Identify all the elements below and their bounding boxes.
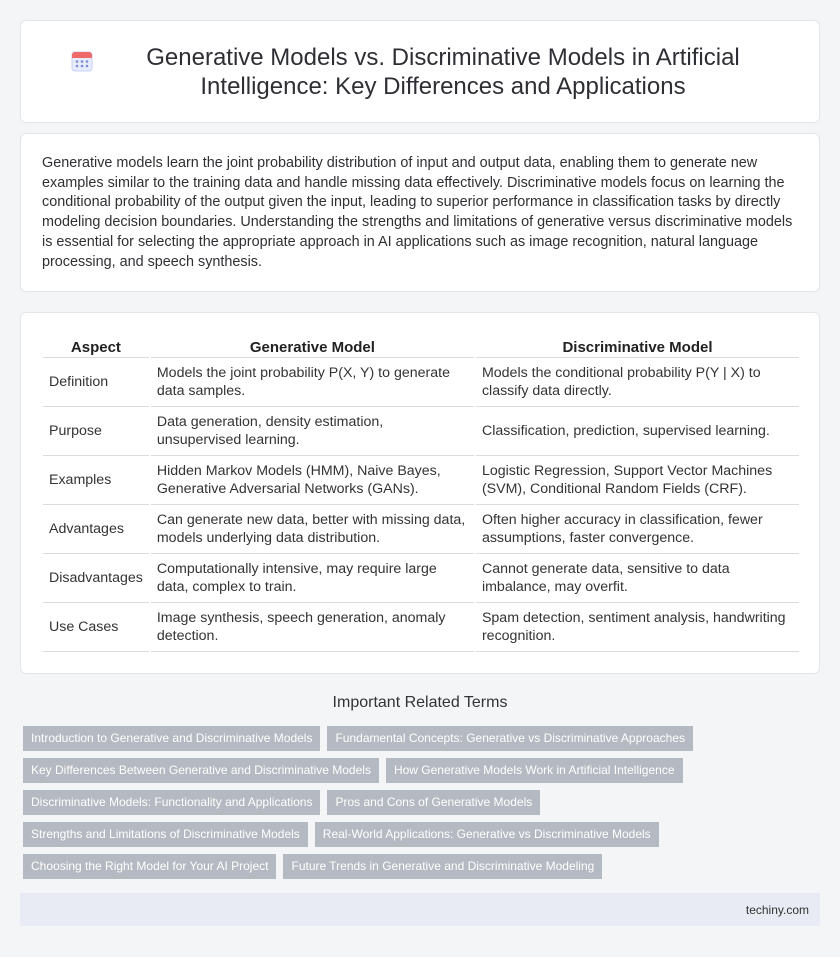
row-aspect: Disadvantages — [43, 554, 149, 603]
title-card — [20, 20, 820, 123]
row-aspect: Use Cases — [43, 603, 149, 652]
related-terms-row — [23, 854, 823, 879]
row-discriminative: Models the conditional probability P(Y | X) to classify data directly. — [476, 358, 799, 407]
related-terms-heading: Important Related Terms — [332, 694, 508, 711]
row-generative: Hidden Markov Models (HMM), Naive Bayes, Generative Adversarial Networks (GANs). — [151, 456, 474, 505]
row-generative: Data generation, density estimation, unsupervised learning. — [151, 407, 474, 456]
table-row — [43, 603, 799, 652]
table-row — [43, 554, 799, 603]
related-terms-row — [23, 726, 823, 751]
row-discriminative: Often higher accuracy in classification, fewer assumptions, faster convergence. — [476, 505, 799, 554]
related-terms-row — [23, 790, 823, 815]
row-generative: Can generate new data, better with missing data, models underlying data distribution. — [151, 505, 474, 554]
row-aspect: Examples — [43, 456, 149, 505]
calendar-icon — [70, 49, 94, 73]
related-term-link[interactable]: Fundamental Concepts: Generative vs Discriminative Approaches — [327, 726, 693, 751]
row-generative: Computationally intensive, may require large data, complex to train. — [151, 554, 474, 603]
row-discriminative: Cannot generate data, sensitive to data imbalance, may overfit. — [476, 554, 799, 603]
table-row — [43, 456, 799, 505]
header-generative: Generative Model — [151, 333, 474, 358]
related-terms-row — [23, 758, 823, 783]
related-terms-row — [23, 822, 823, 847]
title-wrap — [70, 43, 770, 101]
row-generative: Models the joint probability P(X, Y) to generate data samples. — [151, 358, 474, 407]
related-term-link[interactable]: Key Differences Between Generative and Discriminative Models — [23, 758, 379, 783]
table-header-row — [43, 333, 799, 358]
footer — [20, 893, 820, 926]
related-term-link[interactable]: Choosing the Right Model for Your AI Project — [23, 854, 276, 879]
header-aspect: Aspect — [43, 333, 149, 358]
page-title: Generative Models vs. Discriminative Models in Artificial Intelligence: Key Differences and Applications — [146, 43, 740, 100]
header-discriminative: Discriminative Model — [476, 333, 799, 358]
table-row — [43, 407, 799, 456]
related-term-link[interactable]: Introduction to Generative and Discriminative Models — [23, 726, 320, 751]
comparison-card — [20, 312, 820, 674]
row-generative: Image synthesis, speech generation, anomaly detection. — [151, 603, 474, 652]
table-row — [43, 505, 799, 554]
row-discriminative: Classification, prediction, supervised learning. — [476, 407, 799, 456]
row-aspect: Definition — [43, 358, 149, 407]
intro-card — [20, 133, 820, 292]
related-term-link[interactable]: Real-World Applications: Generative vs Discriminative Models — [315, 822, 659, 847]
table-row — [43, 358, 799, 407]
row-aspect: Purpose — [43, 407, 149, 456]
comparison-table — [41, 333, 801, 652]
footer-site-link[interactable]: techiny.com — [745, 903, 809, 917]
intro-paragraph: Generative models learn the joint probability distribution of input and output data, enabling them to generate new examples similar to the training data and handle missing data effectively. Discriminative models focus on learning the conditional probability of the output given the input, leading to superior performance in classification tasks by directly modeling decision boundaries. Understanding the strengths and limitations of generative versus discriminative models is essential for selecting the appropriate approach in AI applications such as image recognition, natural language processing, and speech synthesis. — [42, 155, 793, 270]
related-term-link[interactable]: Strengths and Limitations of Discriminative Models — [23, 822, 308, 847]
related-term-link[interactable]: Discriminative Models: Functionality and Applications — [23, 790, 320, 815]
row-discriminative: Spam detection, sentiment analysis, handwriting recognition. — [476, 603, 799, 652]
related-terms — [23, 726, 823, 886]
row-discriminative: Logistic Regression, Support Vector Machines (SVM), Conditional Random Fields (CRF). — [476, 456, 799, 505]
related-term-link[interactable]: How Generative Models Work in Artificial Intelligence — [386, 758, 683, 783]
related-term-link[interactable]: Pros and Cons of Generative Models — [327, 790, 540, 815]
row-aspect: Advantages — [43, 505, 149, 554]
related-term-link[interactable]: Future Trends in Generative and Discriminative Modeling — [283, 854, 602, 879]
